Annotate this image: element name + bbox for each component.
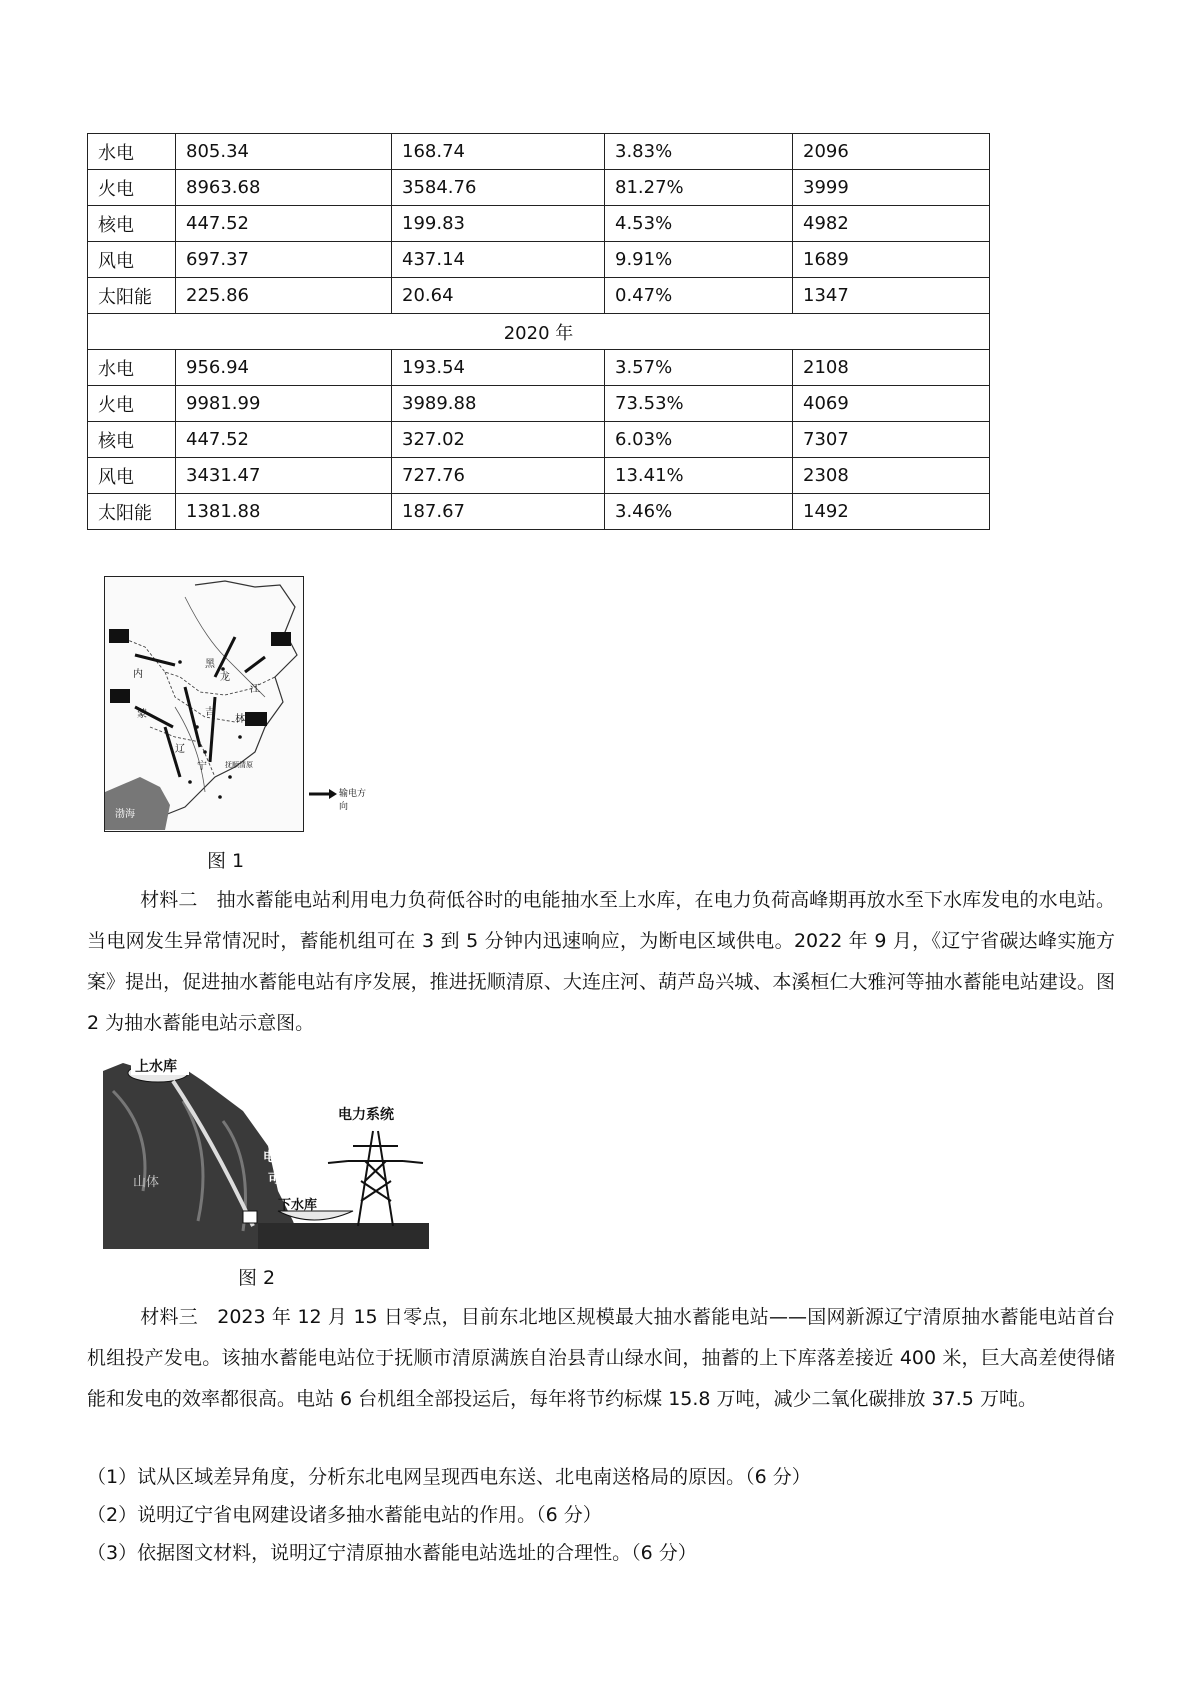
label-hei: 黑 xyxy=(205,659,215,670)
table-cell: 20.64 xyxy=(392,278,605,314)
question-1: （1）试从区域差异角度，分析东北电网呈现西电东送、北电南送格局的原因。（6 分） xyxy=(87,1466,811,1488)
label-rock: 山体 xyxy=(133,1175,160,1190)
table-cell: 327.02 xyxy=(392,422,605,458)
table-cell: 2108 xyxy=(793,350,990,386)
label-ning: 宁 xyxy=(197,761,207,772)
label-meng: 蒙 xyxy=(137,709,147,720)
material3-paragraph xyxy=(87,1297,1115,1420)
table-cell: 1689 xyxy=(793,242,990,278)
table-cell: 447.52 xyxy=(176,206,392,242)
table-cell: 3989.88 xyxy=(392,386,605,422)
table-cell: 2308 xyxy=(793,458,990,494)
table-row xyxy=(88,242,990,278)
material2-paragraph xyxy=(87,880,1115,1044)
table-cell: 225.86 xyxy=(176,278,392,314)
table-cell: 1381.88 xyxy=(176,494,392,530)
table-cell: 风电 xyxy=(88,242,176,278)
table-cell: 4982 xyxy=(793,206,990,242)
figure1-map xyxy=(104,576,304,832)
label-lin: 林 xyxy=(235,714,245,725)
table-cell: 9.91% xyxy=(605,242,793,278)
label-bohai: 渤海 xyxy=(115,809,135,820)
label-motor-generator: 电动发电机 xyxy=(263,1150,329,1165)
table-cell: 风电 xyxy=(88,458,176,494)
table-cell: 805.34 xyxy=(176,134,392,170)
table-cell: 太阳能 xyxy=(88,278,176,314)
label-lower-reservoir: 下水库 xyxy=(278,1198,318,1213)
figure1-caption: 图 1 xyxy=(207,850,245,872)
material2-text: 材料二 抽水蓄能电站利用电力负荷低谷时的电能抽水至上水库，在电力负荷高峰期再放水至下水库发电的水电站。当电网发生异常情况时，蓄能机组可在 3 到 5 分钟内迅速响应，为断电区域供电。2022 年 9 月，《辽宁省碳达峰实施方案》提出，促进抽水蓄能电站有序发展，推进抚顺清原、大连庄河、葫芦岛兴城、本溪桓仁大雅河等抽水蓄能电站建设。图 2 为抽水蓄能电站示意图。 xyxy=(87,889,1115,1034)
table-row xyxy=(88,422,990,458)
figure2-caption: 图 2 xyxy=(238,1267,276,1289)
table-year-section xyxy=(88,314,990,350)
table-cell: 697.37 xyxy=(176,242,392,278)
table-cell: 447.52 xyxy=(176,422,392,458)
table-cell: 1492 xyxy=(793,494,990,530)
table-row xyxy=(88,206,990,242)
table-cell: 8963.68 xyxy=(176,170,392,206)
table-cell: 956.94 xyxy=(176,350,392,386)
label-reversible-turbine: 可逆水轮机 xyxy=(268,1172,334,1187)
table-body-bottom xyxy=(88,350,990,530)
table-cell: 3.83% xyxy=(605,134,793,170)
material3-text: 材料三 2023 年 12 月 15 日零点，目前东北地区规模最大抽水蓄能电站——国网新源辽宁清原抽水蓄能电站首台机组投产发电。该抽水蓄能电站位于抚顺市清原满族自治县青山绿水间，抽蓄的上下库落差接近 400 米，巨大高差使得储能和发电的效率都很高。电站 6 台机组全部投运后，每年将节约标煤 15.8 万吨，减少二氧化碳排放 37.5 万吨。 xyxy=(87,1306,1115,1410)
table-cell: 193.54 xyxy=(392,350,605,386)
table-cell: 0.47% xyxy=(605,278,793,314)
table-cell: 81.27% xyxy=(605,170,793,206)
table-cell: 727.76 xyxy=(392,458,605,494)
table-cell: 3584.76 xyxy=(392,170,605,206)
energy-table xyxy=(87,133,990,530)
table-cell: 13.41% xyxy=(605,458,793,494)
label-nei: 内 xyxy=(133,669,143,680)
table-row-year xyxy=(88,314,990,350)
table-cell: 199.83 xyxy=(392,206,605,242)
pumped-storage-diagram xyxy=(103,1051,429,1249)
table-cell: 3.57% xyxy=(605,350,793,386)
table-cell: 4.53% xyxy=(605,206,793,242)
table-cell: 187.67 xyxy=(392,494,605,530)
question-3: （3）依据图文材料，说明辽宁清原抽水蓄能电站选址的合理性。（6 分） xyxy=(87,1542,697,1564)
label-fushun-qingyuan: 抚顺清原 xyxy=(225,761,253,769)
table-cell: 168.74 xyxy=(392,134,605,170)
figure2-diagram xyxy=(103,1051,429,1249)
table-cell: 3431.47 xyxy=(176,458,392,494)
table-row xyxy=(88,458,990,494)
table-cell: 核电 xyxy=(88,422,176,458)
label-power-system: 电力系统 xyxy=(338,1107,394,1123)
table-row xyxy=(88,350,990,386)
table-cell: 4069 xyxy=(793,386,990,422)
table-row xyxy=(88,134,990,170)
year-cell: 2020 年 xyxy=(88,314,990,350)
table-cell: 6.03% xyxy=(605,422,793,458)
table-cell: 9981.99 xyxy=(176,386,392,422)
table-cell: 1347 xyxy=(793,278,990,314)
figure1-legend xyxy=(307,786,367,812)
table-cell: 2096 xyxy=(793,134,990,170)
label-ji: 吉 xyxy=(205,707,215,718)
label-long: 龙 xyxy=(220,672,230,683)
legend-label: 输电方向 xyxy=(339,789,367,812)
label-upper-reservoir: 上水库 xyxy=(135,1059,177,1075)
northeast-grid-map xyxy=(105,577,302,830)
label-jiang: 江 xyxy=(250,684,260,695)
question-2: （2）说明辽宁省电网建设诸多抽水蓄能电站的作用。（6 分） xyxy=(87,1504,602,1526)
table-row xyxy=(88,386,990,422)
table-row xyxy=(88,170,990,206)
table-cell: 3999 xyxy=(793,170,990,206)
table-cell: 核电 xyxy=(88,206,176,242)
table-cell: 73.53% xyxy=(605,386,793,422)
table-body-top xyxy=(88,134,990,314)
table-cell: 火电 xyxy=(88,386,176,422)
table-cell: 7307 xyxy=(793,422,990,458)
table-cell: 437.14 xyxy=(392,242,605,278)
table-cell: 水电 xyxy=(88,350,176,386)
table-cell: 火电 xyxy=(88,170,176,206)
label-liao: 辽 xyxy=(175,744,185,755)
table-row xyxy=(88,278,990,314)
table-cell: 太阳能 xyxy=(88,494,176,530)
table-cell: 3.46% xyxy=(605,494,793,530)
table-row xyxy=(88,494,990,530)
table-cell: 水电 xyxy=(88,134,176,170)
